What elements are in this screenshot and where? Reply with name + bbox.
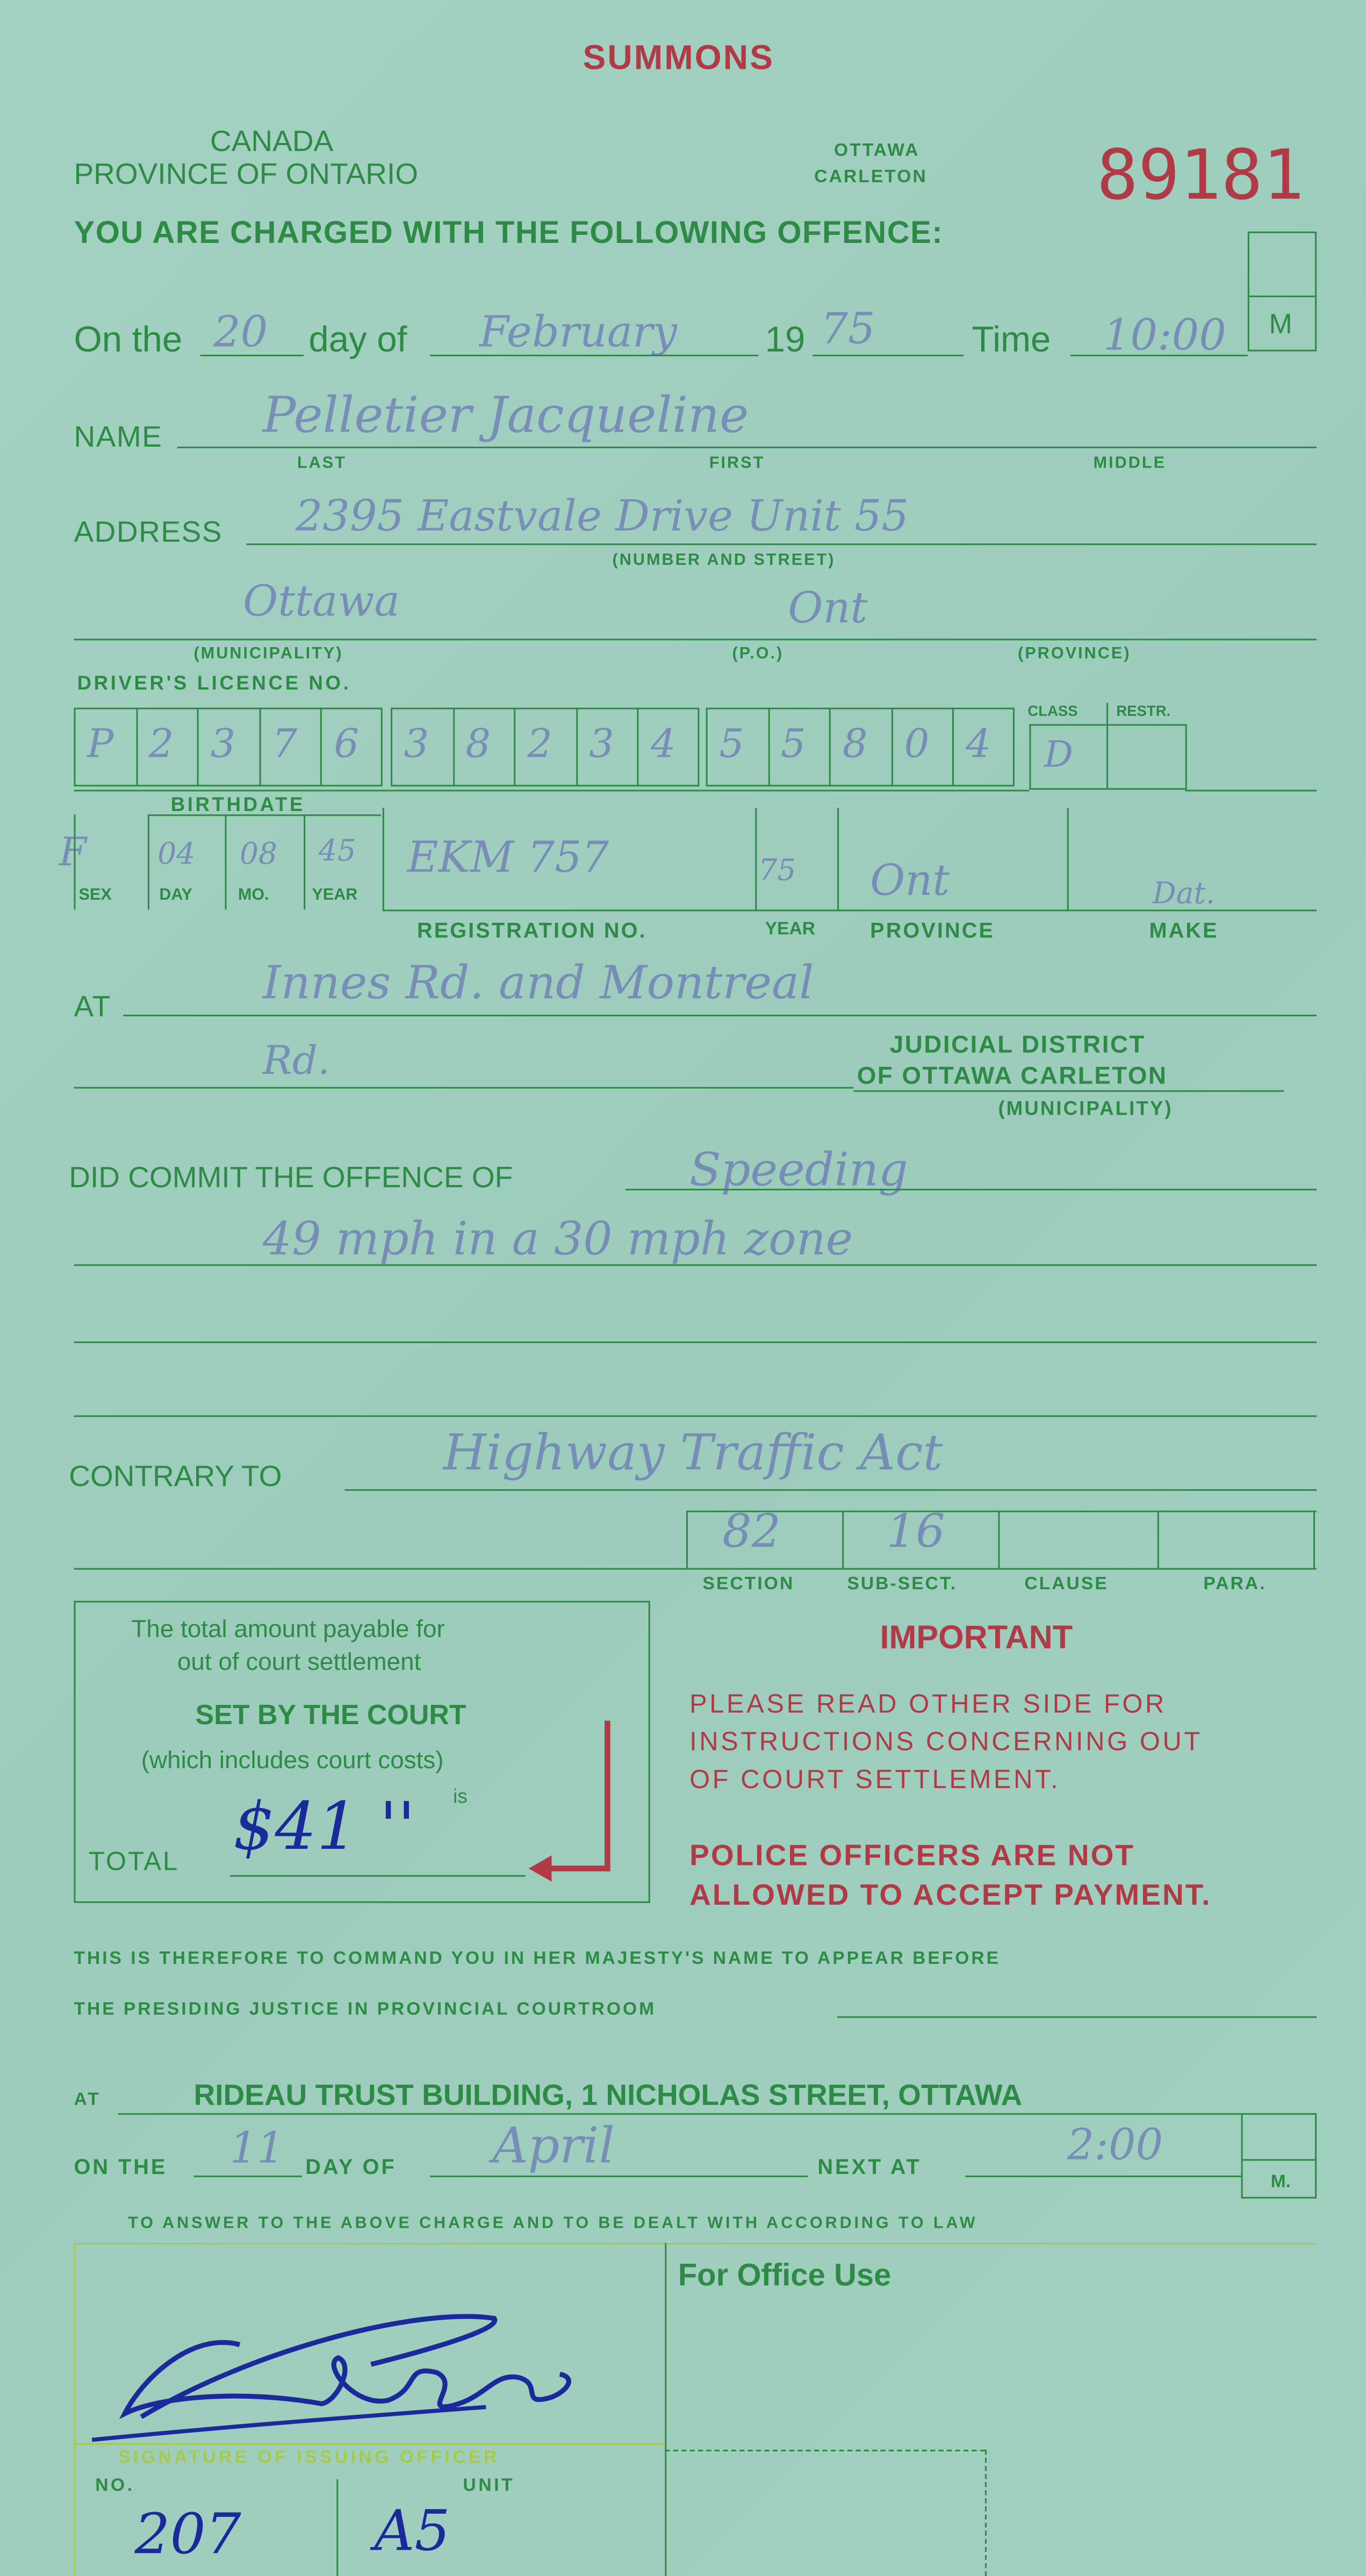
location-value: Innes Rd. and Montreal [262, 956, 814, 1010]
birthdate-label: BIRTHDATE [170, 793, 306, 816]
appearance-month-value: April [492, 2118, 615, 2176]
divider [74, 790, 1029, 791]
total-label: TOTAL [88, 1848, 179, 1877]
licence-digit: 2 [527, 721, 552, 767]
address-line [246, 543, 1317, 545]
divider [452, 708, 454, 787]
class-label: CLASS [1027, 702, 1078, 720]
licence-digit: 4 [650, 721, 676, 767]
important-line1: PLEASE READ OTHER SIDE FOR [689, 1691, 1167, 1719]
province-label: PROVINCE OF ONTARIO [74, 157, 419, 191]
licence-digit: 4 [966, 721, 991, 767]
city-line [74, 638, 1317, 640]
divider [74, 2243, 1317, 2244]
country-label: CANADA [210, 125, 334, 158]
licence-digit: 8 [465, 721, 491, 767]
location-municipality-label: (MUNICIPALITY) [998, 1096, 1173, 1120]
divider [1241, 2159, 1317, 2161]
address-label: ADDRESS [74, 515, 223, 549]
section-label: SECTION [702, 1574, 795, 1595]
divider [665, 2243, 666, 2576]
day-of-label: day of [308, 318, 407, 360]
includes-costs: (which includes court costs) [141, 1747, 444, 1775]
building-line [118, 2113, 1241, 2115]
judicial-line2: OF OTTAWA CARLETON [857, 1062, 1168, 1090]
registration-label: REGISTRATION NO. [416, 917, 647, 943]
divider [842, 1511, 844, 1568]
licence-digit: 3 [589, 721, 614, 767]
make-value: Dat. [1152, 877, 1216, 912]
command-line2: THE PRESIDING JUSTICE IN PROVINCIAL COURTROOM [74, 1999, 657, 2020]
licence-label: DRIVER'S LICENCE NO. [77, 671, 351, 695]
divider [829, 708, 831, 787]
sex-value: F [59, 829, 87, 876]
appearance-time-line [965, 2176, 1241, 2177]
birth-day-value: 04 [157, 837, 196, 872]
licence-digit: 8 [842, 721, 868, 767]
birth-mo-value: 08 [240, 837, 278, 872]
charge-heading: YOU ARE CHARGED WITH THE FOLLOWING OFFENCE: [74, 217, 944, 252]
licence-digit: 0 [904, 721, 930, 767]
at-label: AT [74, 990, 111, 1023]
contrary-label: CONTRARY TO [69, 1459, 282, 1492]
divider [665, 2450, 985, 2451]
region-line1: OTTAWA [833, 141, 920, 161]
divider [576, 708, 578, 787]
name-label: NAME [74, 420, 163, 454]
birth-mo-label: MO. [238, 886, 269, 905]
region-line2: CARLETON [814, 167, 928, 188]
licence-digit: 5 [719, 721, 744, 767]
licence-digit: 2 [148, 721, 174, 767]
province-label-small: (PROVINCE) [1018, 645, 1131, 664]
licence-digit: 6 [334, 721, 360, 767]
licence-digit: P [87, 721, 114, 767]
licence-digit: 3 [404, 721, 429, 767]
signature-label: SIGNATURE OF ISSUING OFFICER [118, 2448, 500, 2468]
middle-label: MIDDLE [1093, 455, 1167, 473]
on-the-day-label: ON THE [74, 2154, 168, 2179]
month-value: February [479, 308, 678, 358]
time-value: 10:00 [1103, 312, 1226, 362]
divider [1313, 1511, 1315, 1568]
appearance-day-of-label: DAY OF [305, 2154, 397, 2179]
sex-label: SEX [78, 886, 112, 905]
command-at-label: AT [74, 2090, 101, 2110]
birth-year-label: YEAR [312, 886, 358, 905]
divider [259, 708, 261, 787]
serial-number: 89181 [1096, 134, 1305, 216]
police-line1: POLICE OFFICERS ARE NOT [689, 1839, 1135, 1872]
vehicle-province-label: PROVINCE [870, 917, 995, 943]
licence-digit: 3 [210, 721, 236, 767]
answer-line: TO ANSWER TO THE ABOVE CHARGE AND TO BE DEALT WITH ACCORDING TO LAW [128, 2215, 978, 2233]
city-value: Ottawa [243, 578, 400, 628]
divider [755, 808, 757, 909]
section-value: 82 [722, 1504, 781, 1559]
vehicle-province-value: Ont [870, 857, 950, 907]
divider [686, 1511, 688, 1568]
arrow-icon [522, 1718, 620, 1890]
name-value: Pelletier Jacqueline [262, 387, 749, 445]
divider [514, 708, 516, 787]
class-value: D [1044, 735, 1073, 777]
judicial-line1: JUDICIAL DISTRICT [889, 1031, 1146, 1059]
form-title: SUMMONS [583, 39, 774, 77]
divider [1248, 296, 1317, 297]
office-use-label: For Office Use [678, 2259, 892, 2294]
statute-value: Highway Traffic Act [443, 1425, 943, 1483]
vehicle-year-value: 75 [758, 853, 796, 888]
total-value: $41 '' [233, 1789, 416, 1865]
divider [985, 2450, 987, 2576]
subsect-label: SUB-SECT. [847, 1574, 958, 1595]
divider [953, 708, 954, 787]
command-line1: THIS IS THEREFORE TO COMMAND YOU IN HER MAJESTY'S NAME TO APPEAR BEFORE [74, 1949, 1001, 1969]
officer-unit-value: A5 [374, 2499, 450, 2565]
subsect-value: 16 [886, 1504, 945, 1559]
important-line3: OF COURT SETTLEMENT. [689, 1767, 1061, 1795]
offence-line-4 [74, 1415, 1317, 1417]
divider [74, 2243, 75, 2576]
is-label: is [453, 1784, 468, 1808]
divider [148, 814, 149, 909]
street-value: 2395 Eastvale Drive Unit 55 [295, 492, 909, 542]
important-heading: IMPORTANT [880, 1620, 1073, 1657]
restr-label: RESTR. [1116, 702, 1171, 720]
officer-unit-label: UNIT [463, 2475, 515, 2496]
offence-line-3 [74, 1341, 1317, 1343]
divider [321, 708, 322, 787]
divider [1185, 790, 1317, 791]
location-value-2: Rd. [262, 1037, 330, 1084]
licence-digit: 5 [780, 721, 806, 767]
registration-value: EKM 757 [407, 834, 609, 884]
first-label: FIRST [709, 455, 765, 473]
address-province-value: Ont [788, 584, 868, 634]
appearance-day-line [193, 2176, 302, 2177]
appearance-meridian: M. [1270, 2172, 1291, 2192]
court-building: RIDEAU TRUST BUILDING, 1 NICHOLAS STREET, OTTAWA [193, 2078, 1023, 2112]
appearance-time-value: 2:00 [1067, 2121, 1163, 2171]
year-prefix: 19 [765, 318, 806, 360]
officer-signature [92, 2299, 585, 2455]
on-the-label: On the [74, 318, 183, 360]
important-line2: INSTRUCTIONS CONCERNING OUT [689, 1728, 1203, 1757]
divider [383, 808, 384, 909]
at-line [123, 1015, 1317, 1016]
officer-no-value: 207 [134, 2502, 241, 2568]
contrary-line [345, 1489, 1317, 1491]
location-line [74, 1087, 853, 1088]
settlement-line2: out of court settlement [177, 1648, 421, 1677]
courtroom-line [837, 2017, 1317, 2018]
next-at-label: NEXT AT [817, 2154, 922, 2179]
divider [148, 814, 381, 816]
birth-day-label: DAY [159, 886, 193, 905]
divider [304, 814, 305, 909]
licence-digit: 7 [272, 721, 298, 767]
divider [837, 808, 839, 909]
divider [1157, 1511, 1159, 1568]
divider [998, 1511, 1000, 1568]
para-label: PARA. [1203, 1574, 1267, 1595]
clause-label: CLAUSE [1024, 1574, 1109, 1595]
time-label: Time [972, 318, 1051, 360]
last-label: LAST [297, 455, 347, 473]
officer-no-label: NO. [95, 2475, 135, 2496]
section-line [74, 1568, 1317, 1570]
divider [135, 708, 137, 787]
number-street-label: (NUMBER AND STREET) [612, 551, 836, 570]
po-label: (P.O.) [732, 645, 784, 664]
name-line [177, 447, 1317, 448]
offence-value: Speeding [689, 1143, 908, 1197]
divider [1106, 703, 1108, 790]
divider [767, 708, 769, 787]
divider [854, 1090, 1284, 1092]
appearance-month-line [430, 2176, 808, 2177]
municipality-label: (MUNICIPALITY) [193, 645, 343, 664]
year-line [813, 355, 964, 356]
day-value: 20 [213, 308, 268, 358]
police-line2: ALLOWED TO ACCEPT PAYMENT. [689, 1878, 1212, 1912]
total-line [230, 1875, 526, 1877]
divider [1067, 808, 1069, 909]
appearance-day-value: 11 [229, 2125, 284, 2174]
meridian-label: M [1269, 308, 1292, 340]
settlement-line1: The total amount payable for [131, 1616, 445, 1644]
vehicle-year-label: YEAR [765, 919, 815, 939]
divider [225, 814, 227, 909]
birth-year-value: 45 [318, 834, 356, 869]
offence-value-2: 49 mph in a 30 mph zone [262, 1211, 853, 1266]
offence-label: DID COMMIT THE OFFENCE OF [69, 1160, 513, 1194]
divider [336, 2479, 338, 2576]
divider [638, 708, 639, 787]
year-value: 75 [821, 305, 875, 355]
make-label: MAKE [1149, 917, 1219, 943]
set-by-court: SET BY THE COURT [195, 1699, 466, 1731]
divider [891, 708, 893, 787]
divider [197, 708, 199, 787]
